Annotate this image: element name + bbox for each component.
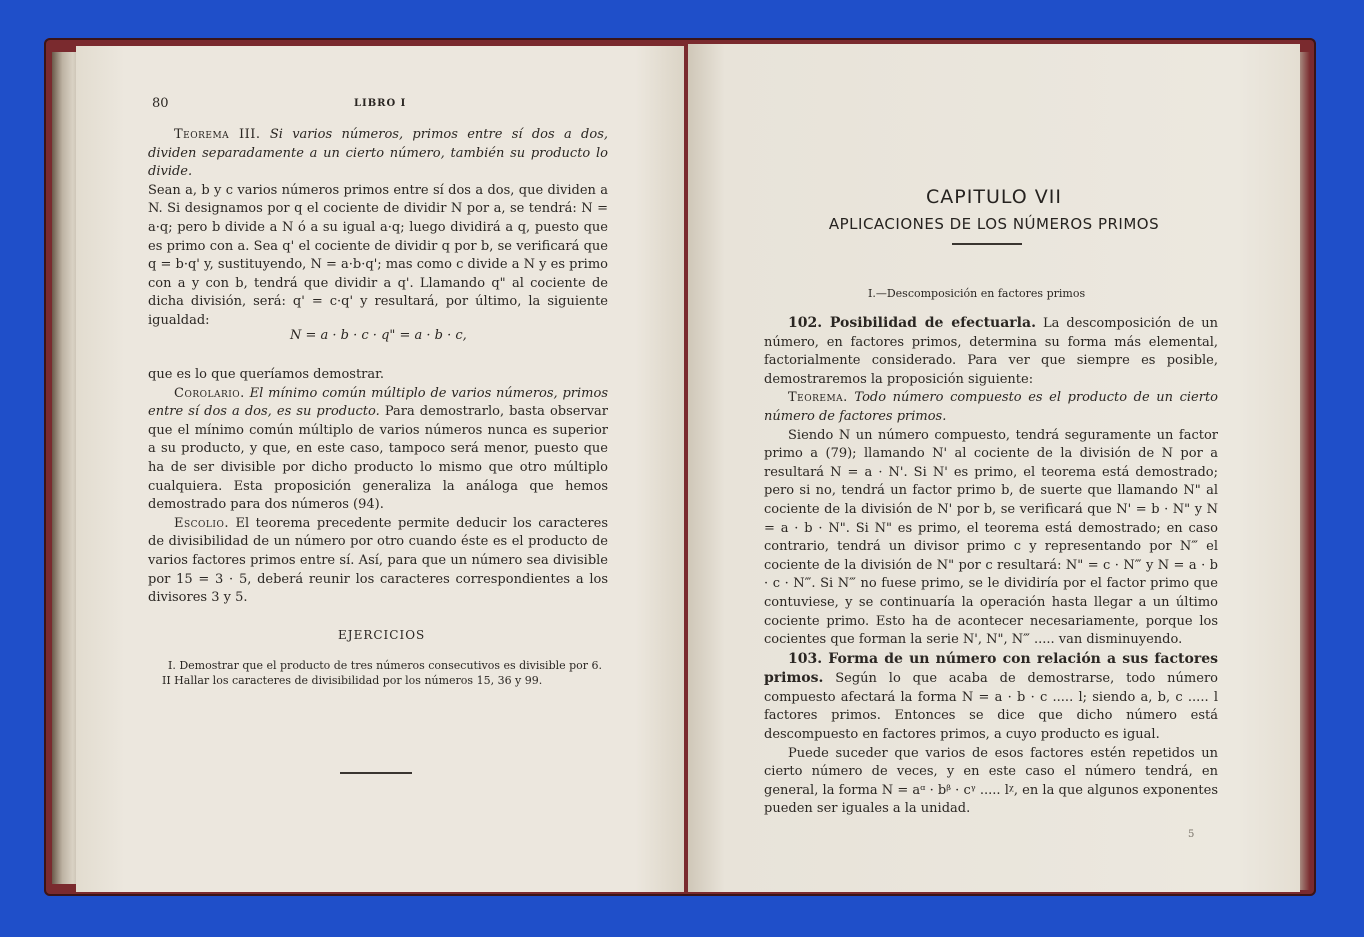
chapter-rule (952, 243, 1022, 245)
left-page (76, 46, 684, 892)
chapter-number: CAPITULO VII (926, 186, 1062, 208)
proof-end: que es lo que queríamos demostrar. (148, 367, 385, 382)
page-edges-left (52, 52, 78, 884)
corolario-label: Corolario. (174, 385, 245, 401)
chapter-title: APLICACIONES DE LOS NÚMEROS PRIMOS (828, 215, 1160, 233)
s102-text: La descomposición de un número, en factores primos, determina su forma más elemental, factorialmente considerado. Para ver que siempre es posible, demostraremos la proposición siguiente: (764, 316, 1219, 387)
right-page (688, 44, 1300, 892)
corolario-block (148, 366, 608, 608)
theorem-proof: Siendo N un número compuesto, tendrá seguramente un factor primo a (79); llamando N' al cociente de la división de N por a resultará N = a · N'. Si N' es primo, el teorema está demostrado; pero si no, tendrá un factor primo b, de suerte que llamando N" al cociente de la división de N' por b, se verificará que N' = b · N" y N = a · b · N". Si N" es primo, el teorema está demostrado; en caso contrario, tendrá un divisor primo c y representando por N‴ el cociente de la división de N" por c resultará: N" = c · N‴ y N = a · b · c · N‴. Si N‴ no fuese primo, se le dividiría por el factor primo que contuviese, y se continuaría la operación hasta llegar a un último cociente primo. Esto ha de acontecer necesariamente, porque los cocientes que forman la serie N', N", N‴ ..... van disminuyendo. (764, 427, 1218, 648)
theorem-label: Teorema III. (174, 127, 261, 142)
s103-heading: 103. Forma de un número con relación a sus factores primos. (764, 650, 1218, 687)
section-heading: I.—Descomposición en factores primos (868, 287, 1086, 300)
theorem-label: Teorema. (788, 390, 848, 406)
s103-text-2: Puede suceder que varios de esos factores estén repetidos un cierto número de veces, y en este caso el número tendrá, en general, la forma N = aᵅ · bᵝ · cᵞ ..... lᵡ, en la que algunos exponentes pueden ser iguales a la unidad. (764, 745, 1218, 817)
escolio-label: Escolio. (174, 515, 229, 531)
end-rule (340, 772, 412, 774)
running-head: LIBRO I (354, 98, 407, 109)
exercise-item: II Hallar los caracteres de divisibilidad por los números 15, 36 y 99. (162, 674, 543, 687)
corolario-statement: El mínimo común múltiplo de varios números, primos entre sí dos a dos, es su producto. (148, 385, 609, 420)
exercise-item: I. Demostrar que el producto de tres números consecutivos es divisible por 6. (168, 659, 603, 672)
theorem-block (148, 126, 608, 331)
theorem-proof: Sean a, b y c varios números primos entre sí dos a dos, que dividen a N. Si designamos por q el cociente de dividir N por a, se tendrá: N = a·q; pero b divide a N ó a su igual a·q; luego dividirá a q, puesto que es primo con a. Sea q' el cociente de dividir q por b, se verificará que q = b·q' y, sustituyendo, N = a·b·q'; mas como c divide a N y es primo con a y con b, tendrá que dividir a q'. Llamando q" al cociente de dicha división, será: q' = c·q' y resultará, por último, la siguiente igualdad: (148, 182, 608, 328)
s103-text: Según lo que acaba de demostrarse, todo número compuesto afectará la forma N = a · b · c ..... l; siendo a, b, c ..... l factores primos. Entonces se dice que dicho número está descompuesto en factores primos, a cuyo producto es igual. (764, 671, 1218, 743)
corolario-text: Para demostrarlo, basta observar que el mínimo común múltiplo de varios números nunca es superior a su producto, y que, en este caso, tampoco será menor, puesto que ha de ser divisible por dicho producto lo mismo que otro múltiplo cualquiera. Esta proposición generaliza la análoga que hemos demostrado para dos números (94). (148, 404, 609, 513)
section-102 (764, 314, 1218, 819)
s102-heading: 102. Posibilidad de efectuarla. (788, 315, 1036, 331)
exercises-list (146, 658, 608, 688)
theorem-statement: Todo número compuesto es el producto de un cierto número de factores primos. (764, 390, 1218, 424)
theorem-statement: Si varios números, primos entre sí dos a dos, dividen separadamente a un cierto número, también su producto lo divide. (148, 127, 608, 180)
equation: N = a · b · c · q" = a · b · c, (290, 328, 467, 343)
exercises-title: EJERCICIOS (338, 628, 426, 642)
escolio-text: El teorema precedente permite deducir los caracteres de divisibilidad de un número por otro cuando éste es el producto de varios factores primos entre sí. Así, para que un número sea divisible por 15 = 3 · 5, deberá reunir los caracteres correspondientes a los divisores 3 y 5. (148, 515, 608, 606)
signature-mark: 5 (1188, 829, 1195, 840)
page-number: 80 (152, 96, 169, 111)
